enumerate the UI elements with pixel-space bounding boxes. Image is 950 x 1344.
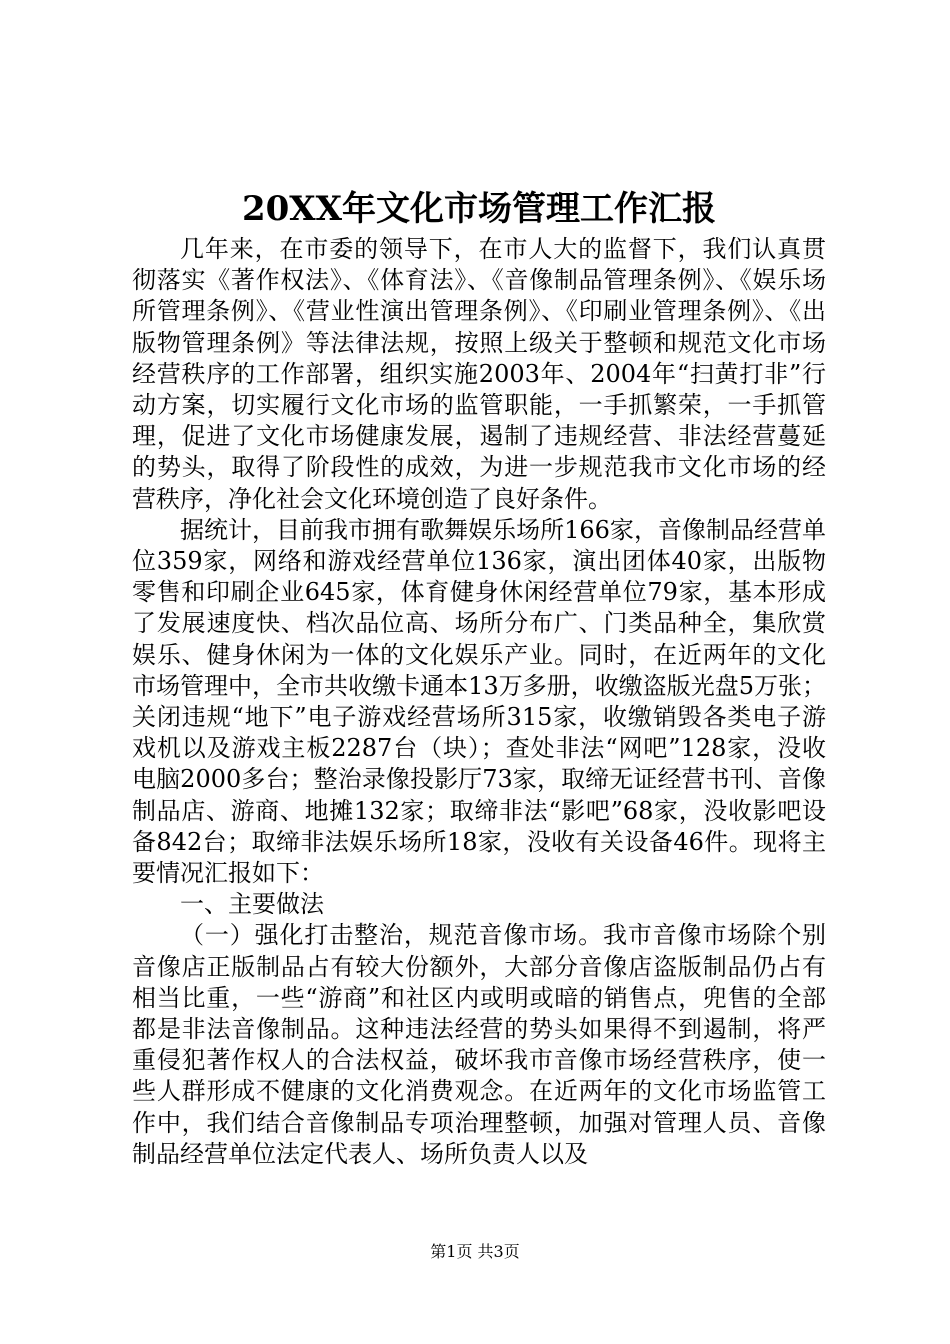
- paragraph-statistics: 据统计，目前我市拥有歌舞娱乐场所166家，音像制品经营单位359家，网络和游戏经营单位136家，演出团体40家，出版物零售和印刷企业645家，体育健身休闲经营单位79家，基本形成了发展速度快、档次品位高、场所分布广、门类品种全，集欣赏娱乐、健身休闲为一体的文化娱乐产业。同时，在近两年的文化市场管理中，全市共收缴卡通本13万多册，收缴盗版光盘5万张；关闭违规“地下”电子游戏经营场所315家，收缴销毁各类电子游戏机以及游戏主板2287台（块）；查处非法“网吧”128家，没收电脑2000多台；整治录像投影厅73家，取缔无证经营书刊、音像制品店、游商、地摊132家；取缔非法“影吧”68家，没收影吧设备842台；取缔非法娱乐场所18家，没收有关设备46件。现将主要情况汇报如下：: [132, 515, 826, 888]
- document-body: [132, 234, 826, 1170]
- section-heading-main-practices: 一、主要做法: [180, 890, 324, 919]
- paragraph-intro: 几年来，在市委的领导下，在市人大的监督下，我们认真贯彻落实《著作权法》、《体育法》、《音像制品管理条例》、《娱乐场所管理条例》、《营业性演出管理条例》、《印刷业管理条例》、《出版物管理条例》等法律法规，按照上级关于整顿和规范文化市场经营秩序的工作部署，组织实施2003年、2004年“扫黄打非”行动方案，切实履行文化市场的监管职能，一手抓繁荣，一手抓管理，促进了文化市场健康发展，遏制了违规经营、非法经营蔓延的势头，取得了阶段性的成效，为进一步规范我市文化市场的经营秩序，净化社会文化环境创造了良好条件。: [132, 235, 826, 513]
- paragraph-audio-video-market: （一）强化打击整治，规范音像市场。我市音像市场除个别音像店正版制品占有较大份额外，大部分音像店盗版制品仍占有相当比重，一些“游商”和社区内或明或暗的销售点，兜售的全部都是非法音像制品。这种违法经营的势头如果得不到遏制，将严重侵犯著作权人的合法权益，破坏我市音像市场经营秩序，使一些人群形成不健康的文化消费观念。在近两年的文化市场监管工作中，我们结合音像制品专项治理整顿，加强对管理人员、音像制品经营单位法定代表人、场所负责人以及: [132, 921, 826, 1168]
- page-footer: 第1页 共3页: [430, 1242, 520, 1261]
- document-title: 20XX年文化市场管理工作汇报: [241, 189, 717, 229]
